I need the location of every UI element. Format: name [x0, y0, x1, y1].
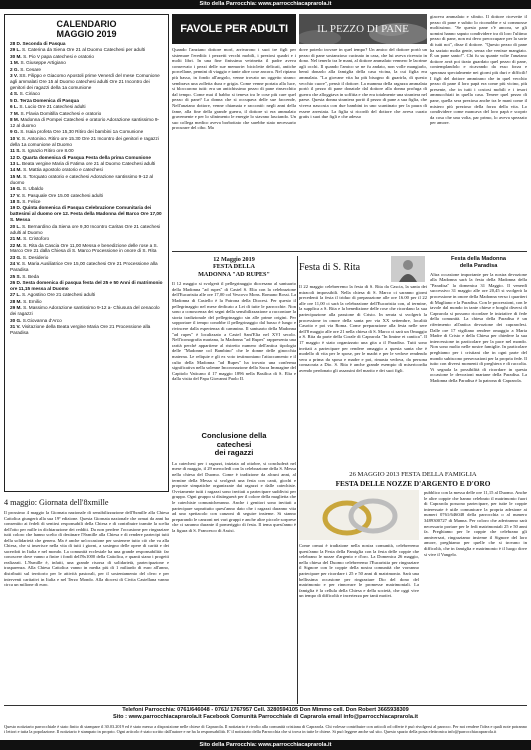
- calendar-date: 10: [10, 135, 16, 141]
- calendar-date: 1: [10, 60, 13, 66]
- calendar-date: 21: [10, 236, 16, 242]
- divider: [297, 256, 298, 704]
- paradisa-article: [430, 256, 527, 468]
- calendar-text: S. Caterina da Siena Ore 21 al Duomo Catechesi per adulti: [22, 47, 146, 53]
- festa-rita-title: Festa di S. Rita: [299, 262, 361, 273]
- calendar-date: 27: [10, 292, 16, 298]
- ottomille-title: 4 maggio: Giornata dell'8xmille: [4, 498, 109, 507]
- calendar-date: 29: [10, 47, 16, 53]
- calendar-entry: [10, 167, 163, 173]
- calendar-entry: [10, 174, 163, 186]
- calendar-weekday: L.: [13, 104, 19, 110]
- calendar-text: S. Torquato oratorio e catechesi Adorazione santissimo 9-12 al duomo: [10, 173, 153, 185]
- calendar-entry: [10, 186, 163, 192]
- calendar-text: Seconda di Pasqua: [22, 41, 66, 46]
- calendar-weekday: M.: [16, 298, 22, 304]
- wedding-rings-image: [299, 490, 419, 540]
- calendar-text: S. Agostino Ore 21 catechesi adulti: [22, 292, 95, 298]
- calendar-weekday: M.: [13, 60, 20, 66]
- disclaimer-text: Questo notiziario parrocchiale è stato finito di stampare il 30.03.2019 ed è stato messo a disposizione nelle chiese di Caprarola. Il notiziario è rivolto alla comunità cristiana di Caprarola. Chi volesse contribuire con articoli od offerte è può rivolgersi al parroco. Per noi rendere l'idea e quali note potranno i lettori e tutta la popolazione. Il notiziario è stampato in proprio. Ogni articolo è stato scritto dall'autore e ne ha la responsabilità. E' il notiziario della Parrocchia che si trova in tutte le chiese. Si può leggere anche sul sito. Questo spazio della posta elettronica info@parrocchiacaprarola.it: [4, 724, 527, 735]
- calendar-date: 16: [10, 186, 16, 192]
- calendar-weekday: M.: [13, 110, 20, 116]
- calendar-date: 9: [10, 129, 13, 135]
- nozze-title: 26 MAGGIO 2013 FESTA DELLA FAMIGLIA FESTA DELLE NOZZE D'ARGENTO E D'ORO: [335, 471, 491, 488]
- calendar-weekday: L.: [16, 161, 21, 167]
- calendar-date: 19: [10, 205, 16, 211]
- calendar-text: S. Ciriaco: [19, 91, 40, 97]
- calendar-entry: [10, 98, 163, 104]
- calendar-entry: [10, 148, 163, 154]
- calendar-date: 23: [10, 254, 16, 260]
- calendar-weekday: M.: [16, 53, 22, 59]
- calendar-date: 30: [10, 53, 16, 59]
- calendar-date: 28: [10, 41, 16, 46]
- calendar-entry: [10, 91, 163, 97]
- divider: [4, 705, 527, 706]
- calendar-entry: [10, 73, 163, 91]
- calendar-entry: [10, 60, 163, 66]
- calendar-text: S. Beda: [22, 273, 39, 279]
- calendar-entry: [10, 41, 163, 47]
- pane-body: dove poterlo trovare in quel tempo? Un amico del dottore portò un pezzo di pane sostanzioso cucinato in casa, che lui aveva ricevuto in dono. Nel tenerlo tra le mani, al dottore ammalato vennero le lacrime agli occhi. Il quando l'amico se ne fu andato, non volle mangiarlo, bensì donarlo alla famiglia della casa vicina, la cui figlia era ammalata. "La giovane vita ha più bisogno di guarirla, di questo vecchio cuore", pensò il dottore. La mamma della ragazza ammalata portò il pezzo di pane donatole dal dottore alla donna profuga di guerra che alloggiava in soffitta e che era totalmente una straniera nel paese. Questa donna straniera portò il pezzo di pane a sua figlia, che viveva nascosta con due bambini in uno scantinato per la paura di essere arrestata. La figlia si ricordò del dottore che aveva curato gratis i suoi due figli e che adesso: [299, 47, 427, 120]
- calendar-weekday: G.: [13, 66, 19, 72]
- calendar-date: 22: [10, 242, 16, 248]
- madonna-body: Il 12 maggio si svolgerà il pellegrinaggio diocesano al santuario della Madonna "ad rupes" di Castel S. Elia con la celebrazione dell'Eucaristia alle ore 17,00 col Vescovo Mons. Romano Rossi. La Madonna di Castello è la Patrona della Diocesi. Per questo il pellegrinaggio nel mese dedicato a Lei di tutte le parrocchie. Non sono a conoscenza dei segni della sensibilizzazione a raccontare la storia tradizionale del pellegrinaggio sin alle prime origini. Per sopportare il tempo conobbe il pellegrinaggio dal basso è lungo e rivincere dalla esperienza di cammino. Il santuario della Madonna "ad rupes" è localizzato a Castel Sant'Elia nel XVI secolo. Nell'iconografia mariana, la Madonna "ad Rupes" rappresenta una rarità perché appartiene al ristretto numero dell'antica tipologia delle "Madonne col Bambino" che le donne delle ginocchia materna. Le reliquie e gli ex voto testimoniano l'attaccamento e il culto della Madonna "ad Rupes" ha trovato una conferma significativa nella solenne Incoronazione della Sacra Immagine del Capitolo Vaticano il 17 maggio 1896 nella Basilica di S. Elia e dalla visita del Papa Giovanni Paolo II.: [172, 281, 296, 382]
- calendar-text: S. Massimo Adorazione santissimo 9-12 a- Chiusura del cenacolo dei ragazzi: [10, 305, 160, 317]
- calendar-text: S. Cesare: [20, 66, 42, 72]
- site-top-bar: Sito della Parrocchia: www.parrocchiacaprarola.it: [0, 0, 531, 9]
- pane-header-text: IL PEZZO DI PANE: [317, 23, 409, 35]
- site-bottom-bar: Sito della Parrocchia: www.parrocchiacaprarola.it: [0, 740, 531, 750]
- calendar-text: S. Maria Ausiliatrice Ore 15,00 catechesi Ore 21 Processione alla Paradisa: [10, 261, 158, 273]
- catechesi-title: Conclusione della catechesi dei ragazzi: [201, 432, 267, 458]
- calendar-weekday: S.: [16, 199, 21, 205]
- calendar-date: 18: [10, 199, 16, 205]
- calendar-text: Quinta domenica di Pasqua Celebrazione Comunitaria dei battesimi al duomo ore 12. Festa della Madonna del Barco Ore 17,00 S. Messa: [10, 205, 162, 223]
- calendar-date: 30: [10, 317, 16, 323]
- calendar-entry: [10, 47, 163, 53]
- calendar-text: S. Cristoforo: [23, 236, 50, 242]
- pane-body-continued: giaceva ammalato e sfinito. Il dottore ricevette il pezzo di pane e subito lo riconobbe e si commosse moltissimo. "Se questo pane c'è ancora, se gli uomini hanno saputo condividere tra di loro l'ultimo pezzo di pane, non mi devo preoccupare per la sorte di tutti noi", disse il dottore. "Questo pezzo di pane ha saziato molta gente, senza che venisse mangiato. È un pane santo!". Chi fu su quante volte l'anziano dottore avrà poi tirato guardato quel pezzo di pane, contemplandolo e ricavando da esso forza e speranza specialmente nei giorni più duri e difficili! I figli del dottore ammirano che in quel vecchio pezzo di pane il loro papà era come più vicino, più presente, che in tutti i costosi mobili e i tesori ammucchiati in quella casa. Tenere quel pezzo di pane, quella sera preziosa anche tra le mani come il mistero più prezioso della forza della vita. Lo condividere come mancava del loro papà e scoprir da cosa che una volta, par primo, lo aveva spezzato per amore.: [430, 14, 527, 126]
- calendar-text: S. Felice: [22, 199, 41, 205]
- catechesi-body: La catechesi per i ragazzi, iniziata ad ottobre, si concluderà nel mese di maggio, il 29 mercoledì con la celebrazione della S. Messa nella chiesa del Duomo. Come è tradizione da alcuni anni, al termine della Messa si svolgerà una festa con canti, giochi e proposte simpatiche organizzate dai ragazzi e dalle catechiste. Ovviamente tutti i ragazzi sono invitati a partecipare suddivisi per gruppo. Ogni gruppo si distinguerà per il colore della maglietta che le catechiste comunicheranno. Anche i genitori sono invitati a partecipare soprattutto quest'anno dato che i ragazzi daranno vita ad uno spettacolo con canzoni di seguire insieme. Si stanno preparando le canzoni nei vari gruppi e anche altre piccole sorprese che ci saranno durante il pomeriggio di festa. Il tema quest'anno è la figura di S. Francesco di Assisi.: [172, 460, 296, 533]
- calendar-text: S. Desiderio: [22, 254, 49, 260]
- madonna-article: [172, 256, 296, 428]
- calendar-weekday: L.: [16, 223, 21, 229]
- calendar-text: Madonna di Pompei Catechesi e oratorio Adorazione santissimo 9-12 al duomo: [10, 117, 160, 128]
- paradisa-title: Festa della Madonna della Paradisa: [450, 256, 507, 269]
- calendar-entry: [10, 318, 163, 324]
- calendar-text: Visitazione della Beata vergine Maria Ore 21 Processione alla Paradisa: [10, 323, 151, 335]
- calendar-date: 20: [10, 223, 16, 229]
- calendar-text: S. Giuseppe Artigiano: [20, 60, 66, 66]
- calendar-date: 17: [10, 192, 16, 198]
- calendar-title: CALENDARIO MAGGIO 2019: [56, 19, 117, 39]
- calendar-entry: [10, 104, 163, 110]
- contacts-block: Telefoni Parrocchia: 0761/646048 - 0761/ 1767957 Cell. 3280594105 Don Mimmo cell. Don Robert 3665938309 Sito : www.parrocchiacaprarola.it Facebook Comunità Parrocchiale di Caprarola email info@parrocchiacaprarola.it: [113, 707, 418, 720]
- calendar-entry: [10, 111, 163, 117]
- calendar-entry: [10, 129, 163, 135]
- calendar-weekday: G.: [16, 317, 22, 323]
- calendar-date: 24: [10, 261, 16, 267]
- catechesi-article: [172, 432, 296, 704]
- calendar-entry: [10, 193, 163, 199]
- calendar-entry: [10, 117, 163, 129]
- calendar-date: 5: [10, 97, 13, 103]
- calendar-list: [10, 41, 163, 336]
- calendar-entry: [10, 67, 163, 73]
- calendar-entry: [10, 199, 163, 205]
- calendar-text: Quarta domenica di Pasqua Festa della prima Comunione: [22, 154, 151, 160]
- nozze-body-left: Come ormai è tradizione nella nostra comunità, celebreremo quest'anno la Festa della Famiglia con la festa delle coppie che celebrano le nozze d'argento e d'oro. La Domenica 26 maggio, nella chiesa del Duomo celebreremo l'Eucaristia per ringraziare il Signore con le coppie della nostra comunità che vorranno partecipare per ricordare i 25 e 50 anni di matrimonio. Sarà una bellissima occasione per ringraziare Dio del dono del matrimonio e per rinnovare le promesse matrimoniali. La famiglia è la cellula della Chiesa e della società, che oggi vive un tempo di difficoltà e incertezza per tanti motivi.: [299, 543, 419, 599]
- calendar-entry: [10, 161, 163, 167]
- calendar-date: 8: [10, 117, 13, 123]
- calendar-text: S. Mattia apostolo oratorio e catechesi: [23, 167, 103, 173]
- calendar-text: S. Isaia profeta Ore 15,30 Ritiro dei bambini 1a Comunione: [20, 129, 144, 135]
- pane-header: [299, 14, 427, 44]
- ottomille-body: Il prossimo 4 maggio la Giornata nazionale di sensibilizzazione dell'8xmille alla Chiesa Cattolica giungerà alla sua 19ª edizione. Questa Giornata nazionale che ormai da anni ha consentito ai fedeli di sentirsi responsabili della Chiesa e di contribuire tramite la scelta dell'otto per mille in dichiarazione dei redditi. Da non perdere l'occasione per ringraziare tutti coloro che hanno scelto di destinare l'8xmille alla Chiesa e di rendere partecipi tutti della solidarietà che genera. Ma è anche un'occasione per sostenere tutto ciò che va alla Chiesa, che si inserisce nella vita di tutti i giorni, a sostegno delle opere di carità e dei sacerdoti in Italia e nel mondo. La comunità ecclesiale ha una grande responsabilità: far conoscere dove vanno a finire i fondi dell'8x1000 della Cattolica, e quanti siano i progetti realizzati. L'8xmille è, infatti, una grande risorsa di solidarietà, partecipazione e trasparenza. Alla Chiesa Cattolica vanno in media più di 1 miliardo di euro all'anno, distribuiti sul territorio per le attività pastorali, per il sostentamento del clero e per interventi caritativi in Italia e nel Terzo Mondo. Alla diocesi di Civita Castellana vanno circa un milione di euro.: [4, 510, 169, 588]
- favole-body: Quando l'anziano dottore morì, arrivarono i suoi tre figli per sistemare l'eredità: i pezzetti vecchi mobili, i preziosi quadri e i molti libri. In una fine finissima vetrinetta il padre aveva conservato i pezzi delle sue memorie: biciclette delicati, antiche porcellane, pennini di viaggio e tante altre cose ancora. Nel ripiano più basso, in fondo all'angolo, venne trovato un oggetto strano: sembrava una zolletta dura e grigia. Come venne portata alla luce, si bloccarono tutti: era un antichissimo pezzo di pane rinsecchito dal tempo. Come mai il babbo si teneva tra le cose più care quel pezzo di pane? La donna che si occupava delle sue faccende, Nell'anziano dottore, venne chiamata e raccontò: negli anni della fame, alla fine della grande guerra, il dottore si era ammalato gravemente e per lo sfinimento le energie lo stavano lasciando. Un suo collega medico aveva borbottato che sarebbe stato necessario procurare del cibo. Ma: [172, 47, 296, 131]
- calendar-weekday: V.: [16, 135, 21, 141]
- calendar-date: 12: [10, 154, 16, 160]
- calendar-weekday: V.: [13, 73, 18, 79]
- calendar-weekday: D.: [16, 41, 22, 46]
- calendar-text: S. Lucio Ore 21 catechesi adulti: [19, 104, 86, 110]
- calendar-text: S.Giovanna d'Arco: [22, 317, 62, 323]
- calendar-date: 15: [10, 173, 16, 179]
- calendar-weekday: G.: [16, 254, 22, 260]
- calendar-text: S. Emilio: [23, 298, 42, 304]
- calendar-text: S. Ignazio Ritiro ore 8.00: [22, 148, 74, 154]
- calendar-weekday: L.: [16, 47, 21, 53]
- calendar-box: [4, 14, 169, 492]
- calendar-text: S. Ubaldo: [22, 186, 44, 192]
- calendar-entry: [10, 243, 163, 255]
- calendar-date: 11: [10, 148, 15, 154]
- calendar-weekday: G.: [16, 186, 22, 192]
- calendar-weekday: D.: [13, 97, 19, 103]
- calendar-weekday: V.: [16, 261, 21, 267]
- calendar-entry: [10, 54, 163, 60]
- calendar-entry: [10, 205, 163, 223]
- calendar-entry: [10, 255, 163, 261]
- calendar-date: 28: [10, 298, 16, 304]
- calendar-entry: [10, 280, 163, 292]
- madonna-title: 12 Maggio 2019 FESTA DELLA MADONNA "AD RUPES": [198, 256, 270, 278]
- calendar-text: Terza Domenica di Pasqua: [19, 97, 79, 103]
- calendar-date: 25: [10, 273, 16, 279]
- calendar-weekday: M.: [16, 236, 22, 242]
- calendar-date: 6: [10, 104, 13, 110]
- calendar-date: 3: [10, 73, 13, 79]
- calendar-text: Sesta domenica di pasqua festa del 25 e 50 Anni di matrimonio ore 11,15 messa al Duomo: [10, 280, 163, 291]
- calendar-weekday: V.: [16, 323, 21, 329]
- calendar-date: 13: [10, 161, 16, 167]
- calendar-entry: [10, 274, 163, 280]
- calendar-weekday: V.: [16, 192, 21, 198]
- calendar-text: SS. Filippo e Giacomo Apostoli prime Venerdì del mese Comunione agli ammalati Ore 15 al Duomo catechesi adulti Ore 21 Incontro dei genitori dei ragazzi della 1a comunione: [10, 73, 160, 90]
- calendar-weekday: M.: [13, 117, 20, 123]
- calendar-entry: [10, 299, 163, 305]
- calendar-weekday: M.: [16, 173, 22, 179]
- saint-rita-image: [391, 256, 425, 282]
- paradisa-body: Altra occasione importante per la nostra devozione alla Madonna sarà la festa della Madonna della "Paradisa" la domenica 31 Maggio. Il venerdì successivo 31 maggio alle ore 20,45 si svolgerà la processione in onore della Madonna verso i quartieri di Magliano e la Paradisa. Con le processioni, con le tavole dal mondo in tante chiese e borghi diversi di Caprarola si possono ricordare le iniziative di fede della comunità. La chiesa della Paradisa è un riferimento all'antica devozione dei caprarolesi. Dalle ore 17 vigiliano rendere omaggio a Maria Madre di Cristo e della Chiesa per chiedere la sua intercessione in particolare per la pace nel mondo. Non sono molto nelle nostre famiglie. In particolare preghiamo per i cristiani che in ogni parte del mondo subiscono persecuzioni per la propria fede. Il tutto con diversi momenti di preghiera e di raccolta. Vi segnala la possibilità di ricordare in questa occasione le devozioni mariane della Paradisa. La Madonna della Paradisa è la patrona di Caprarola.: [430, 271, 527, 383]
- calendar-weekday: M.: [16, 167, 22, 173]
- calendar-date: 31: [10, 323, 16, 329]
- calendar-entry: [10, 155, 163, 161]
- calendar-weekday: M.: [16, 242, 22, 248]
- calendar-weekday: M.: [16, 305, 22, 311]
- calendar-entry: [10, 136, 163, 148]
- nozze-body-right: pubblico con la messa delle ore 11,15 al Duomo. Anche le altre coppie che hanno celebrato il matrimonio fuori di Caprarola possono partecipare, per tutte le coppie interessate è utile comunicare la propria adesione ai numeri 0761/646048 della parrocchia o al numero 3489300727 di Manna. Per coloro che aderiranno sarà necessario portare per le fedi matrimoniali 25 e 50 anni fa. Preghiamo per le coppie che celebrano gli anniversari, ringraziamo insieme il Signore del loro amore, preghiamo per quelle che si trovano in difficoltà, che in famiglia e matrimonio è il luogo dove si vive il Vangelo.: [424, 490, 527, 557]
- calendar-entry: [10, 261, 163, 273]
- calendar-entry: [10, 305, 163, 317]
- calendar-text: S. Pio V papa catechesi e oratorio: [23, 53, 94, 59]
- calendar-weekday: G.: [13, 129, 19, 135]
- calendar-text: S. Rita da Cascia Ore 11,00 Messa e benedizione delle rose a S. Marco Ore 21 dalla Chiesa di S. Marco Processione in onore di S. Rita: [10, 242, 158, 254]
- favole-header: FAVOLE PER ADULTI: [172, 14, 296, 44]
- calendar-date: 2: [10, 66, 13, 72]
- calendar-text: S. Flavia Domitilla Catechesi e oratorio: [20, 110, 102, 116]
- calendar-entry: [10, 224, 163, 236]
- ottomille-article: [4, 498, 169, 588]
- calendar-text: S. Antonino. Ritiro ore 15.30 Ore 21 Incontro dei genitori e ragazzi della 1a comunione al Duomo: [10, 135, 159, 147]
- calendar-entry: [10, 292, 163, 298]
- calendar-text: Beata vergine Maria di Fatima ore 21 al Duomo Catechesi adulti: [22, 161, 156, 167]
- calendar-weekday: D.: [16, 280, 22, 286]
- calendar-weekday: S.: [16, 148, 21, 154]
- calendar-weekday: L.: [16, 292, 21, 298]
- divider: [172, 251, 527, 252]
- calendar-entry: [10, 324, 163, 336]
- calendar-weekday: D.: [16, 205, 22, 211]
- calendar-weekday: D.: [16, 154, 22, 160]
- calendar-date: 26: [10, 280, 16, 286]
- calendar-text: S. Bernardino da Siena ore 9,30 Incontro Caritas Ore 21 catechesi adulti al Duomo: [10, 223, 161, 235]
- festa-rita-article: [299, 256, 427, 468]
- calendar-entry: [10, 236, 163, 242]
- calendar-date: 4: [10, 91, 13, 97]
- festa-rita-body: Il 22 maggio celebreremo la festa di S. Rita da Cascia, la santa dei miracoli impossibili. Nella chiesa di S. Marco ci saranno giorni precedenti la festa il triduo di preparazione alle ore 16.00 per il 22 alle ore 11,00 ci sarà la celebrazione dell'Eucaristia con, al termine, la supplica a S. Rita e la benedizione delle rose che ricordano la sua partecipazione alla passione di Cristo. In serata si svolgerà la processione in onore della santa per via XX settembre, località Casotto e poi via Roma. Come preparazione alla festa nelle sere dell'8 maggio alle ore 21 nella chiesa di S. Marco ci sarà un Omaggio a S. Rita da parte della Corale di Caprarola "In limine et cantica". Il 17 maggio è stato organizzato una gita a il Paradiso. Tutti sono invitati a partecipare per rendere omaggio a questa santa che è modello di vita per le spose, per le madri e per le vedove rendendo vera a prima da sposa e madre e poi, rimasta vedova, da persona consacrata a Dio. S. Rita è anche grande esempio di misericordia avendo perdonato gli assassini del marito e dei suoi figli.: [299, 284, 427, 373]
- calendar-date: 7: [10, 110, 13, 116]
- calendar-weekday: S.: [13, 91, 19, 97]
- calendar-date: 14: [10, 167, 16, 173]
- calendar-date: 29: [10, 305, 16, 311]
- calendar-weekday: S.: [16, 273, 21, 279]
- calendar-text: S. Pasquale Ore 15.00 catechesi adulti: [21, 192, 103, 198]
